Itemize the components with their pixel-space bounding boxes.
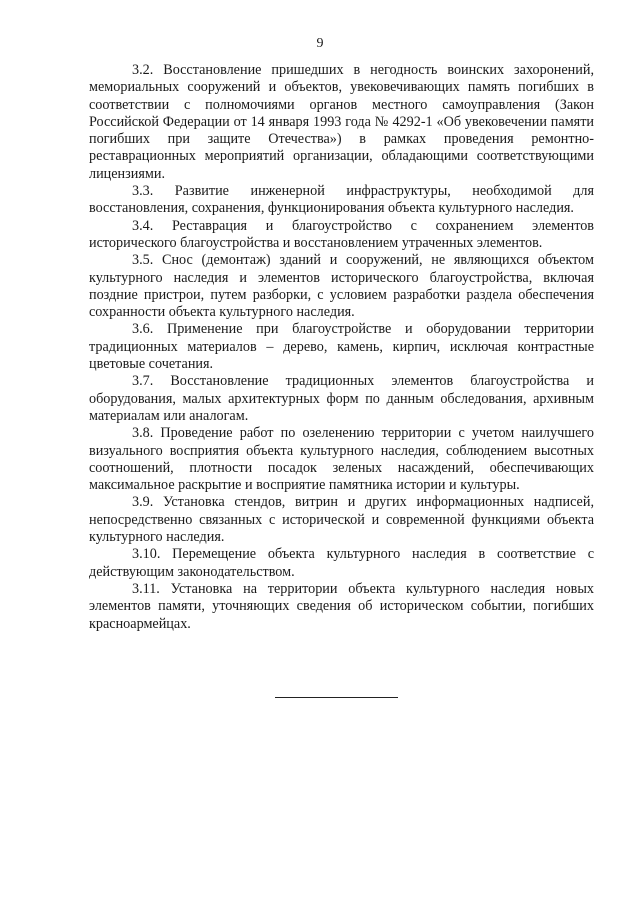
paragraph-3-5: 3.5. Снос (демонтаж) зданий и сооружений, не являющихся объектом культурного наследия и элементов исторического благоустройства, включая поздние пристрои, путем разборки, с условием разработки раздела обеспечения сохранности объекта культурного наследия.	[89, 252, 594, 321]
paragraph-3-10: 3.10. Перемещение объекта культурного наследия в соответствие с действующим законодательством.	[89, 546, 594, 580]
page-number: 9	[316, 36, 324, 51]
paragraph-3-6: 3.6. Применение при благоустройстве и оборудовании территории традиционных материалов – дерево, камень, кирпич, исключая контрастные цветовые сочетания.	[89, 321, 594, 373]
end-divider-line	[275, 697, 398, 698]
paragraph-3-4: 3.4. Реставрация и благоустройство с сохранением элементов исторического благоустройства и восстановлением утраченных элементов.	[89, 217, 594, 251]
paragraph-3-2: 3.2. Восстановление пришедших в негодность воинских захоронений, мемориальных сооружений и объектов, увековечивающих память погибших в соответствии с полномочиями органов местного самоуправления (Закон Российской Федерации от 14 января 1993 года № 4292-1 «Об увековечении памяти погибших при защите Отечества») в рамках проведения ремонтно-реставрационных мероприятий организации, обладающими соответствующими лицензиями.	[89, 62, 594, 182]
paragraph-3-9: 3.9. Установка стендов, витрин и других информационных надписей, непосредственно связанных с исторической и современной функциями объекта культурного наследия.	[89, 494, 594, 546]
paragraph-3-7: 3.7. Восстановление традиционных элементов благоустройства и оборудования, малых архитектурных форм по данным обследования, архивным материалам или аналогам.	[89, 373, 594, 424]
document-body	[89, 62, 594, 633]
paragraph-3-8: 3.8. Проведение работ по озеленению территории с учетом наилучшего визуального восприятия объекта культурного наследия, соблюдением высотных соотношений, плотности посадок зеленых насаждений, обеспечивающих максимальное раскрытие и восприятие памятника истории и культуры.	[89, 425, 594, 494]
paragraph-3-11: 3.11. Установка на территории объекта культурного наследия новых элементов памяти, уточняющих сведения об историческом событии, погибших красноармейцах.	[89, 580, 594, 632]
paragraph-3-3: 3.3. Развитие инженерной инфраструктуры, необходимой для восстановления, сохранения, функционирования объекта культурного наследия.	[89, 183, 594, 217]
